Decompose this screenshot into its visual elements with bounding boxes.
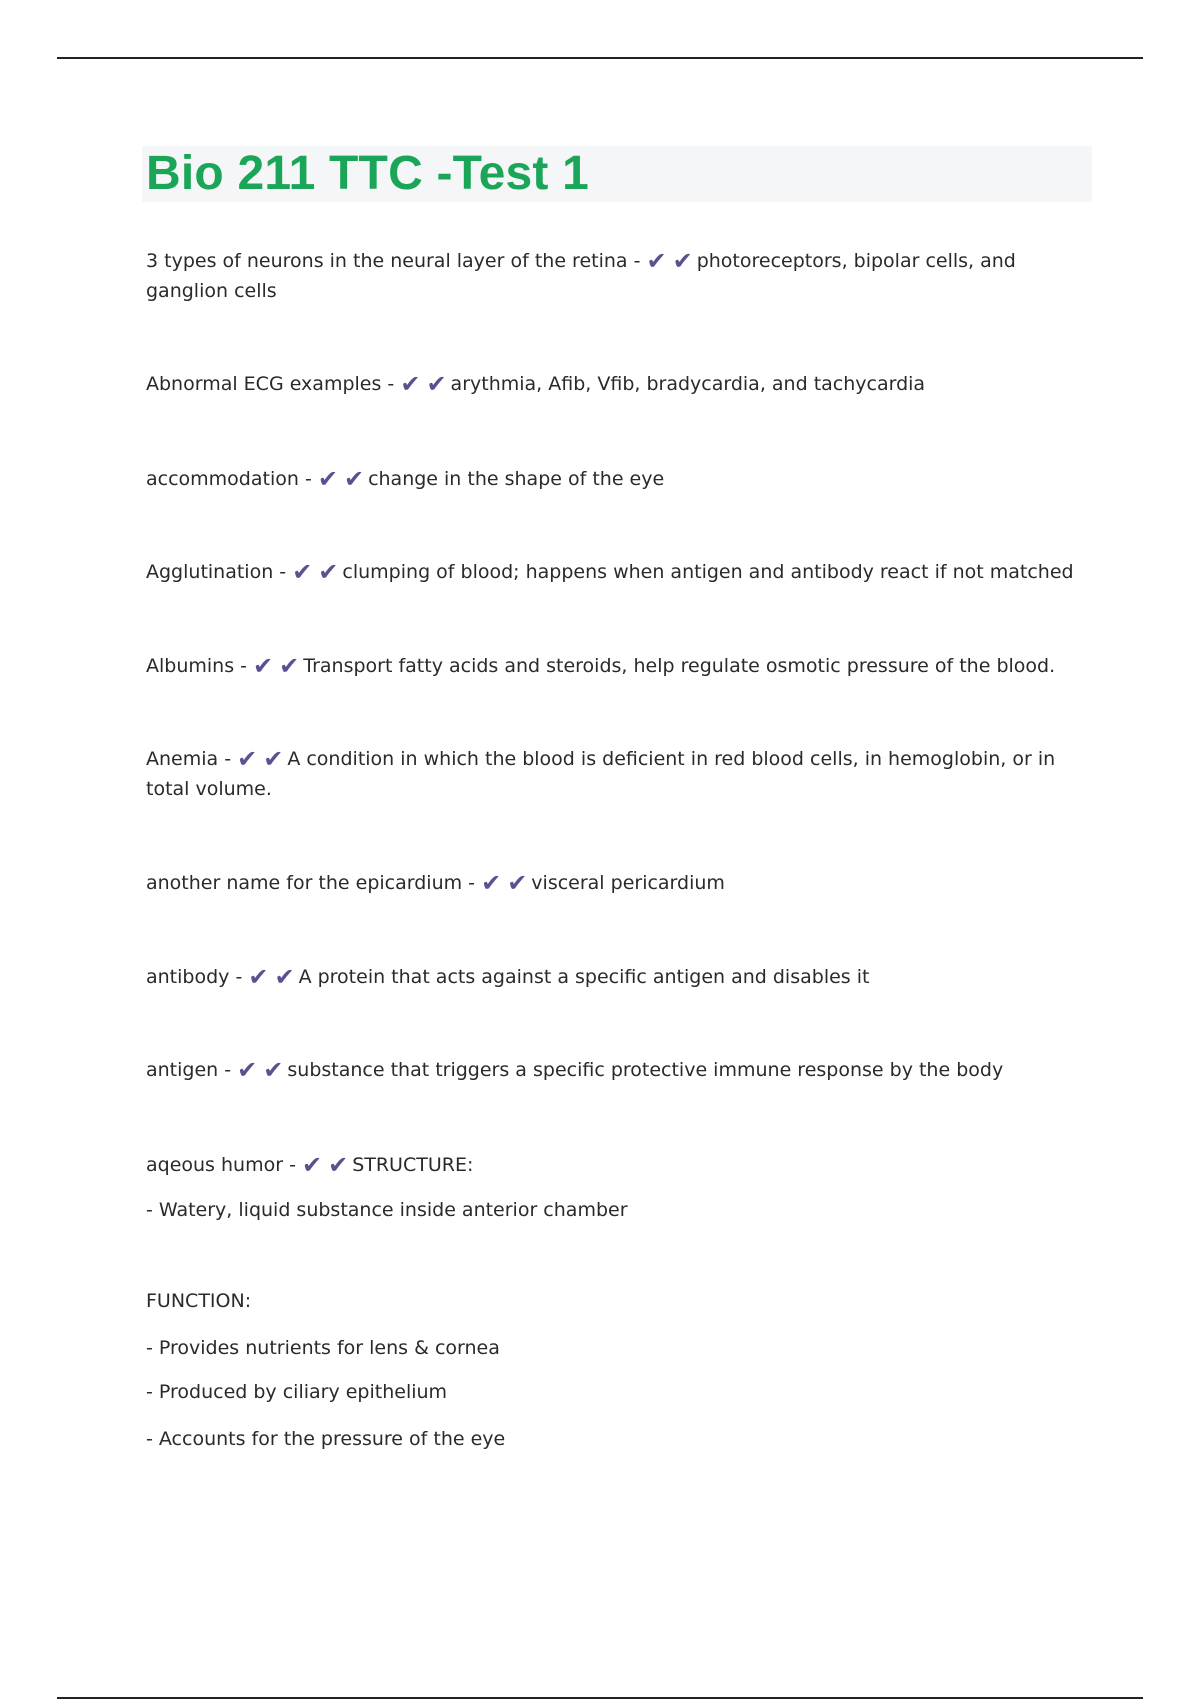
entry-term: Albumins — [146, 655, 235, 677]
flashcard-entry — [146, 557, 1086, 587]
flashcard-entry — [146, 1150, 1086, 1180]
flashcard-entry — [146, 868, 1086, 898]
top-rule — [57, 57, 1143, 59]
flashcard-entry — [146, 962, 1086, 992]
entry-separator: - — [462, 872, 482, 894]
double-check-icon: ✔✔ — [248, 963, 301, 991]
entry-separator: - — [234, 655, 254, 677]
entry-definition: change in the shape of the eye — [368, 468, 665, 490]
entry-separator: - — [298, 468, 318, 490]
entry-term: another name for the epicardium — [146, 872, 463, 894]
entry-separator: - — [218, 1059, 238, 1081]
double-check-icon: ✔✔ — [481, 869, 534, 897]
entry-separator: - — [229, 966, 249, 988]
entry-separator: - — [218, 748, 238, 770]
bottom-rule — [57, 1697, 1143, 1699]
entry-definition: clumping of blood; happens when antigen and antibody react if not matched — [342, 561, 1074, 583]
entry-definition: arythmia, Afib, Vfib, bradycardia, and tachycardia — [450, 373, 926, 395]
double-check-icon: ✔✔ — [400, 370, 453, 398]
entry-definition: A protein that acts against a specific antigen and disables it — [298, 966, 870, 988]
flashcard-entry — [146, 1055, 1086, 1085]
function-detail-line: - Produced by ciliary epithelium — [146, 1381, 448, 1403]
entry-definition: STRUCTURE: — [352, 1154, 474, 1176]
entry-term: accommodation — [146, 468, 299, 490]
function-detail-line: - Accounts for the pressure of the eye — [146, 1428, 506, 1450]
entry-term: Abnormal ECG examples — [146, 373, 382, 395]
double-check-icon: ✔✔ — [292, 558, 345, 586]
entry-definition: visceral pericardium — [531, 872, 725, 894]
structure-detail-line: - Watery, liquid substance inside anterior chamber — [146, 1199, 628, 1221]
function-detail-line: - Provides nutrients for lens & cornea — [146, 1337, 500, 1359]
entry-separator: - — [627, 250, 647, 272]
entry-term: Agglutination — [146, 561, 274, 583]
entry-separator: - — [381, 373, 401, 395]
flashcard-entry — [146, 744, 1086, 804]
double-check-icon: ✔✔ — [253, 652, 306, 680]
flashcard-entry — [146, 651, 1086, 681]
flashcard-entry — [146, 464, 1086, 494]
entry-term: antigen — [146, 1059, 219, 1081]
entry-term: 3 types of neurons in the neural layer of the retina — [146, 250, 628, 272]
double-check-icon: ✔✔ — [317, 465, 371, 493]
entry-term: aqeous humor — [146, 1154, 284, 1176]
entry-definition: A condition in which the blood is deficient in red blood cells, in hemoglobin, or in total volume. — [146, 748, 1056, 800]
double-check-icon: ✔✔ — [301, 1151, 355, 1179]
flashcard-entry — [146, 369, 1086, 399]
double-check-icon: ✔✔ — [646, 247, 699, 275]
double-check-icon: ✔✔ — [237, 1056, 290, 1084]
entry-term: Anemia — [146, 748, 219, 770]
function-heading: FUNCTION: — [146, 1290, 252, 1312]
entry-term: antibody — [146, 966, 230, 988]
flashcard-entry — [146, 246, 1086, 306]
entry-separator: - — [283, 1154, 302, 1176]
double-check-icon: ✔✔ — [237, 745, 290, 773]
document-title: Bio 211 TTC -Test 1 — [146, 147, 590, 200]
entry-definition: photoreceptors, bipolar cells, and ganglion cells — [146, 250, 1016, 302]
entry-definition: Transport fatty acids and steroids, help regulate osmotic pressure of the blood. — [303, 655, 1056, 677]
entry-separator: - — [273, 561, 293, 583]
entry-definition: substance that triggers a specific protective immune response by the body — [287, 1059, 1004, 1081]
